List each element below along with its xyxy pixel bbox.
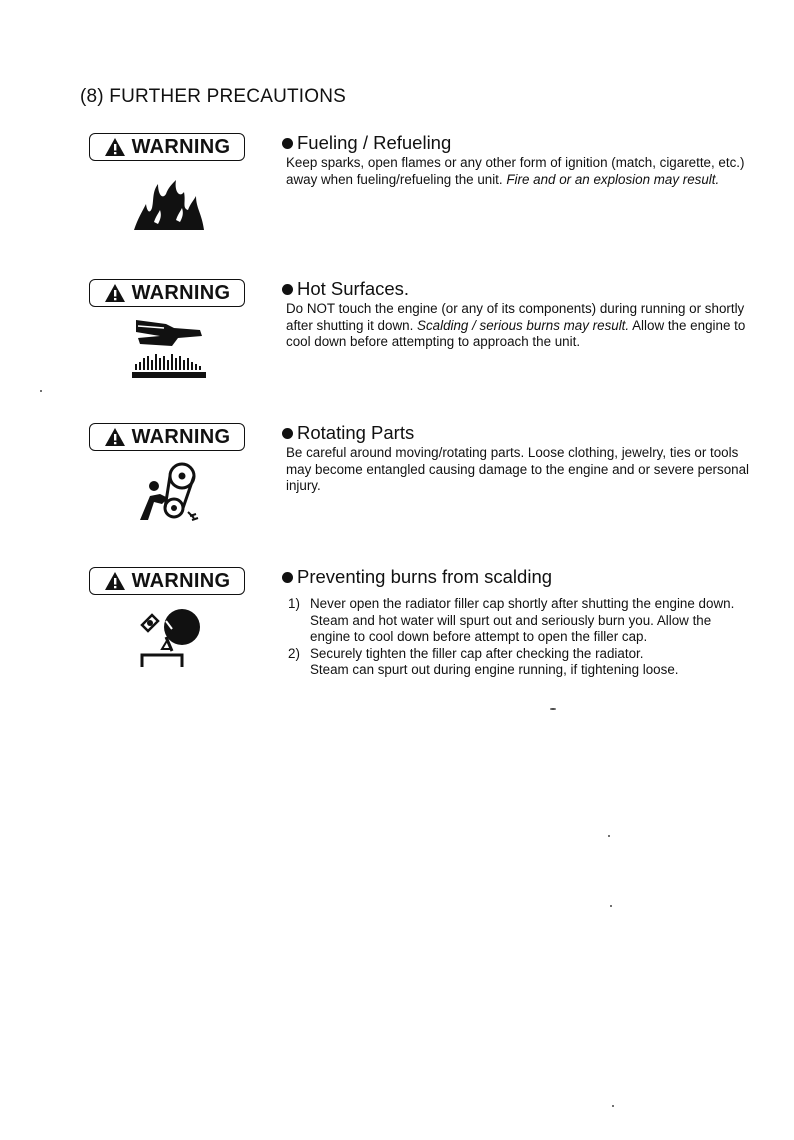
warning-label: WARNING [131, 569, 231, 592]
scan-speck [550, 708, 556, 710]
heading-text: Preventing burns from scalding [297, 566, 553, 587]
scan-speck [612, 1105, 614, 1107]
scan-speck [608, 835, 610, 837]
section-body [282, 278, 752, 351]
section-text [286, 301, 752, 351]
text-italic: Scalding / serious burns may result. [417, 317, 630, 333]
radiator-steam-icon [138, 605, 204, 669]
section-text [286, 445, 752, 495]
hot-surface-hand-icon [130, 314, 208, 382]
list-number: 1) [288, 596, 300, 611]
text-after: Allow the engine to cool down before attempting to approach the unit. [286, 317, 746, 349]
warning-label: WARNING [131, 281, 231, 304]
warning-triangle-icon [104, 427, 126, 447]
heading-text: Fueling / Refueling [297, 132, 452, 153]
warning-triangle-icon [104, 571, 126, 591]
warning-badge [89, 423, 245, 451]
bullet-icon [282, 428, 293, 439]
section-heading [282, 278, 752, 300]
section-heading [282, 566, 752, 588]
warning-badge [89, 567, 245, 595]
belt-entanglement-icon [134, 462, 204, 526]
scan-speck [40, 390, 42, 392]
section-heading [282, 422, 752, 444]
section-heading [282, 132, 752, 154]
section-body [282, 566, 752, 679]
list-item [288, 646, 752, 679]
list-line: Never open the radiator filler cap shortly after shutting the engine down. [310, 596, 735, 611]
warning-triangle-icon [104, 283, 126, 303]
flame-icon [132, 178, 206, 232]
list-line: Steam can spurt out during engine running, if tightening loose. [310, 662, 679, 677]
bullet-icon [282, 138, 293, 149]
text-italic: Fire and or an explosion may result. [506, 171, 720, 187]
warning-label: WARNING [131, 425, 231, 448]
warning-badge [89, 279, 245, 307]
heading-text: Rotating Parts [297, 422, 415, 443]
warning-triangle-icon [104, 137, 126, 157]
text-plain: Keep sparks, open flames or any other form of ignition (match, cigarette, etc.) away when fueling/refueling the unit. [286, 155, 745, 187]
bullet-icon [282, 572, 293, 583]
scan-speck [610, 905, 612, 907]
text-plain: Be careful around moving/rotating parts. Loose clothing, jewelry, ties or tools may become entangled causing damage to the engine and or severe personal injury. [286, 445, 750, 493]
list-body [310, 646, 752, 679]
section-body [282, 422, 752, 495]
warning-label: WARNING [131, 135, 231, 158]
heading-text: Hot Surfaces. [297, 278, 410, 299]
warning-badge [89, 133, 245, 161]
list-line: Securely tighten the filler cap after checking the radiator. [310, 645, 644, 661]
text-plain: Do NOT touch the engine (or any of its components) during running or shortly after shutting it down. [286, 301, 745, 333]
bullet-icon [282, 284, 293, 295]
list-item [288, 596, 752, 646]
list-line: Steam and hot water will spurt out and seriously burn you. Allow the engine to cool down before attempt to open the filler cap. [310, 612, 712, 644]
list-body [310, 596, 752, 646]
section-text [286, 155, 752, 188]
numbered-list [288, 596, 752, 679]
section-body [282, 132, 752, 188]
page-title: (8) FURTHER PRECAUTIONS [80, 86, 347, 107]
list-number: 2) [288, 645, 300, 661]
